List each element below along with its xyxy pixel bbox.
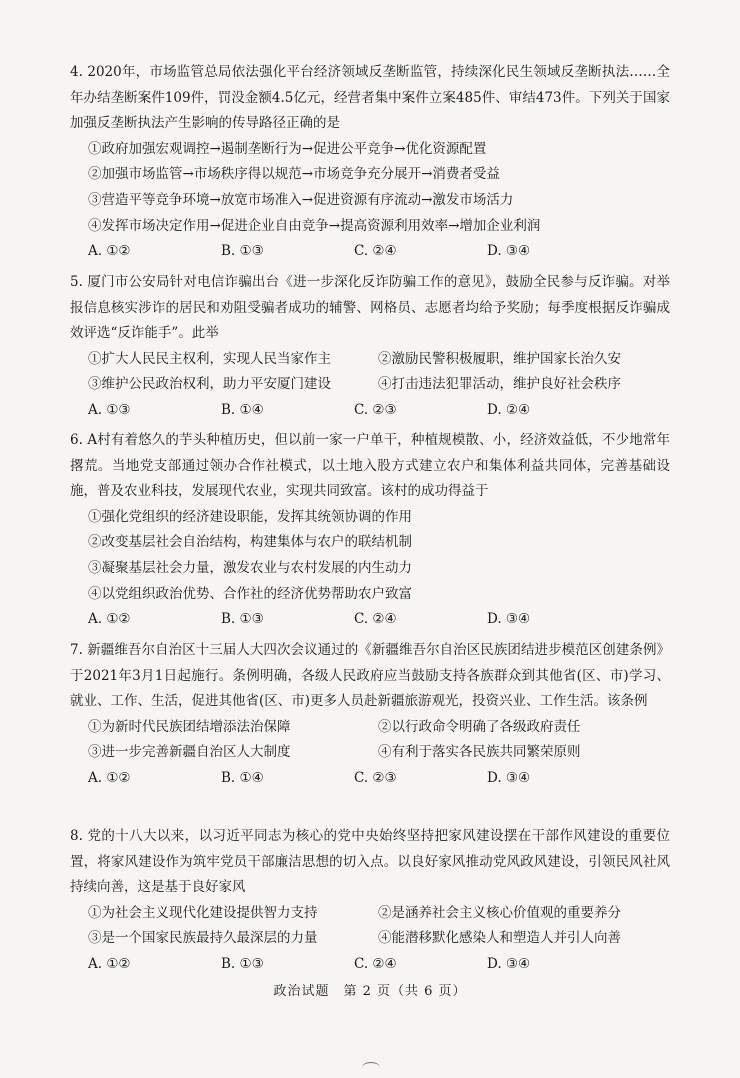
answer-d: D. ③④: [487, 769, 531, 786]
question-stem: 8. 党的十八大以来，以习近平同志为核心的党中央始终坚持把家风建设摆在干部作风建设的重要位置，将家风建设作为筑牢党员干部廉洁思想的切入点。以良好家风推动党风政风建设，引领民风社风持续向善，这是基于良好家风: [70, 828, 670, 896]
option-row: [70, 901, 670, 927]
binding-mark: [362, 1062, 380, 1073]
option-4: ④有利于落实各民族共同繁荣原则: [378, 744, 581, 761]
answer-choices: [70, 398, 670, 424]
option-row: [70, 347, 670, 373]
answer-b: B. ①④: [221, 401, 264, 418]
answer-b: B. ①③: [221, 611, 264, 628]
answer-c: C. ②③: [354, 401, 397, 418]
question-7: [70, 638, 670, 792]
option-4: ④能潜移默化感染人和塑造人并引人向善: [378, 930, 621, 947]
answer-a: A. ①②: [88, 243, 131, 260]
question-stem: 7. 新疆维吾尔自治区十三届人大四次会议通过的《新疆维吾尔自治区民族团结进步模范区创建条例》于2021年3月1日起施行。条例明确，各级人民政府应当鼓励支持各族群众到其他省(区、市)学习、就业、工作、生活，促进其他省(区、市)更多人员赴新疆旅游观光，投资兴业、工作生活。该条例: [70, 642, 670, 710]
option-2: ②以行政命令明确了各级政府责任: [378, 718, 581, 735]
answer-d: D. ③④: [487, 243, 531, 260]
option-1: ①扩大人民民主权利，实现人民当家作主: [88, 350, 331, 367]
answer-d: D. ③④: [487, 955, 531, 972]
option-3: ③是一个国家民族最持久最深层的力量: [88, 930, 318, 947]
answer-a: A. ①②: [88, 611, 131, 628]
option-row: [70, 715, 670, 741]
answer-c: C. ②③: [354, 769, 397, 786]
option-1: ①政府加强宏观调控→遏制垄断行为→促进公平竞争→优化资源配置: [88, 140, 487, 157]
option-1: ①为新时代民族团结增添法治保障: [88, 718, 291, 735]
answer-a: A. ①③: [88, 401, 131, 418]
option-4: ④发挥市场决定作用→促进企业自由竞争→提高资源利用效率→增加企业利润: [88, 217, 541, 234]
option-3: ③凝聚基层社会力量，激发农业与农村发展的内生动力: [88, 559, 412, 576]
option-3: ③维护公民政治权利，助力平安厦门建设: [88, 376, 331, 393]
option-2: ②加强市场监管→市场秩序得以规范→市场竞争充分展开→消费者受益: [88, 166, 500, 183]
answer-choices: [70, 766, 670, 792]
question-5: [70, 270, 670, 424]
answer-choices: [70, 952, 670, 978]
option-3: ③进一步完善新疆自治区人大制度: [88, 744, 291, 761]
option-1: ①为社会主义现代化建设提供智力支持: [88, 904, 318, 921]
answer-b: B. ①④: [221, 769, 264, 786]
option-row: [70, 372, 670, 398]
answer-d: D. ②④: [487, 401, 531, 418]
option-3: ③营造平等竞争环境→放宽市场准入→促进资源有序流动→激发市场活力: [88, 191, 514, 208]
option-row: [70, 926, 670, 952]
option-2: ②是涵养社会主义核心价值观的重要养分: [378, 904, 621, 921]
answer-choices: [70, 607, 670, 633]
question-8: [70, 824, 670, 978]
option-1: ①强化党组织的经济建设职能，发挥其统领协调的作用: [88, 508, 412, 525]
answer-b: B. ①③: [221, 955, 264, 972]
question-6: [70, 428, 670, 633]
option-2: ②激励民警积极履职，维护国家长治久安: [378, 350, 621, 367]
answer-choices: [70, 239, 670, 265]
question-stem: 4. 2020年，市场监管总局依法强化平台经济领域反垄断监管，持续深化民生领域反垄断执法……全年办结垄断案件109件，罚没金额4.5亿元，经营者集中案件立案485件、审结473件。下列关于国家加强反垄断执法产生影响的传导路径正确的是: [70, 64, 670, 132]
answer-c: C. ②④: [354, 955, 397, 972]
answer-c: C. ②④: [354, 611, 397, 628]
answer-b: B. ①③: [221, 243, 264, 260]
answer-c: C. ②④: [354, 243, 397, 260]
option-row: [70, 740, 670, 766]
option-4: ④以党组织政治优势、合作社的经济优势帮助农户致富: [88, 585, 412, 602]
question-stem: 6. A村有着悠久的芋头种植历史，但以前一家一户单干，种植规模散、小，经济效益低，不少地常年撂荒。当地党支部通过领办合作社模式，以土地入股方式建立农户和集体利益共同体，完善基础设施，普及农业科技，发展现代农业，实现共同致富。该村的成功得益于: [70, 432, 670, 500]
page-footer: 政治试题 第 2 页（共 6 页）: [273, 984, 467, 999]
answer-d: D. ③④: [487, 611, 531, 628]
question-stem: 5. 厦门市公安局针对电信诈骗出台《进一步深化反诈防骗工作的意见》，鼓励全民参与反诈骗。对举报信息核实涉诈的居民和劝阻受骗者成功的辅警、网格员、志愿者均给予奖励；每季度根据反诈骗成效评选“反诈能手”。此举: [70, 274, 670, 342]
option-2: ②改变基层社会自治结构，构建集体与农户的联结机制: [88, 534, 412, 551]
answer-a: A. ①②: [88, 955, 131, 972]
question-4: [70, 60, 670, 265]
answer-a: A. ①②: [88, 769, 131, 786]
option-4: ④打击违法犯罪活动，维护良好社会秩序: [378, 376, 621, 393]
